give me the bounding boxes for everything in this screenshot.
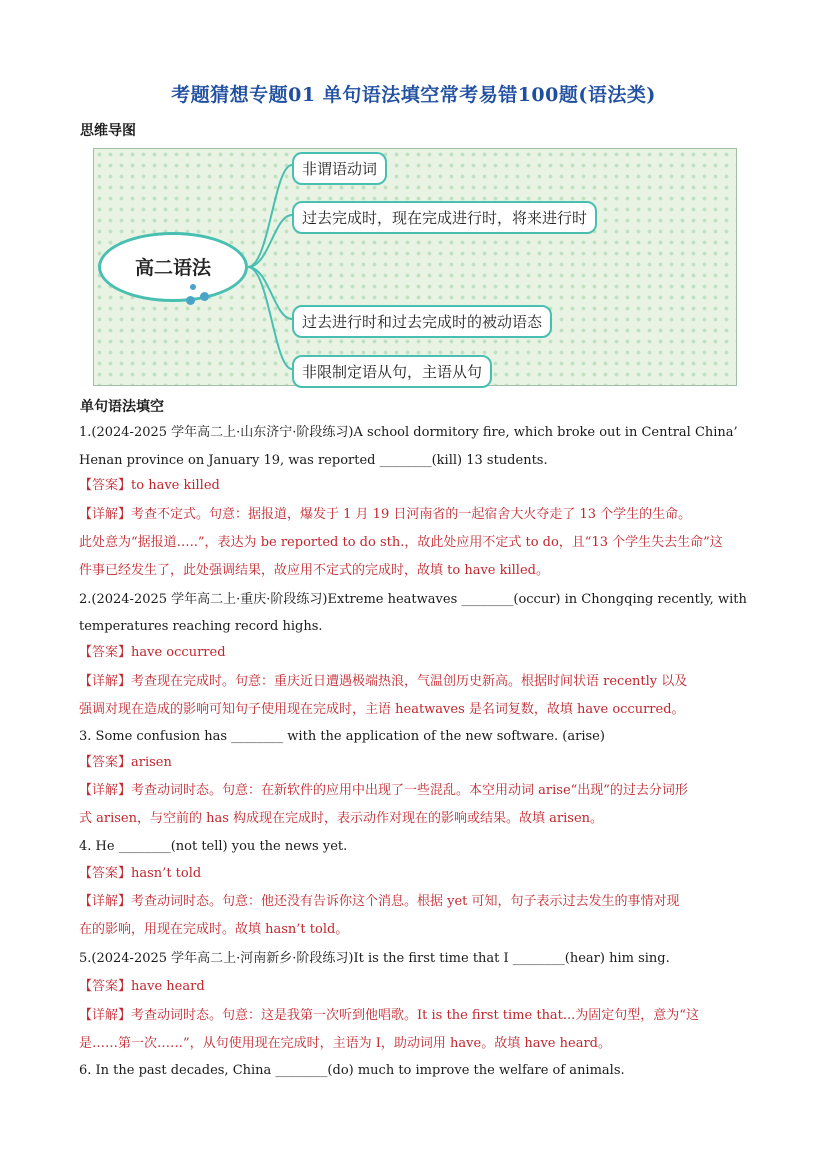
page-title: 考题猜想专题01 单句语法填空常考易错100题(语法类) (171, 84, 656, 106)
answer-text: to have killed (131, 478, 220, 493)
mindmap-decor-dot (200, 292, 209, 301)
mindmap-branch-1: 非谓语动词 (292, 152, 387, 185)
question-line: 6. In the past decades, China ________(do) much to improve the welfare of animals. (79, 1063, 625, 1078)
explanation-text: 考查动词时态。句意：他还没有告诉你这个消息。根据 yet 可知，句子表示过去发生的事情对现 (131, 894, 680, 909)
explanation-label: 【详解】 (79, 1008, 132, 1023)
answer-label: 【答案】 (79, 645, 132, 660)
explanation-line: 此处意为“据报道…..”，表达为 be reported to do sth.，故此处应用不定式 to do，且“13 个学生失去生命”这 (79, 535, 723, 550)
question-line: 2.(2024-2025 学年高二上·重庆·阶段练习)Extreme heatwaves ________(occur) in Chongqing recently, with (79, 592, 747, 607)
question-line: 1.(2024-2025 学年高二上·山东济宁·阶段练习)A school dormitory fire, which broke out in Central China’ (79, 425, 738, 440)
explanation-text: 考查现在完成时。句意：重庆近日遭遇极端热浪，气温创历史新高。根据时间状语 recently 以及 (131, 674, 688, 689)
explanation-text: 考查动词时态。句意：这是我第一次听到他唱歌。It is the first time that...为固定句型，意为“这 (131, 1008, 699, 1023)
explanation-line (79, 507, 691, 523)
question-line: 5.(2024-2025 学年高二上·河南新乡·阶段练习)It is the first time that I ________(hear) him sing. (79, 951, 670, 966)
mindmap-branch-4: 非限制定语从句，主语从句 (292, 355, 492, 388)
answer-text: hasn’t told (131, 866, 202, 881)
answer-line (79, 478, 220, 494)
question-line: Henan province on January 19, was reported ________(kill) 13 students. (79, 453, 548, 468)
answer-text: have heard (131, 979, 205, 994)
answer-label: 【答案】 (79, 755, 132, 770)
question-line: 4. He ________(not tell) you the news yet. (79, 839, 348, 854)
answer-line (79, 979, 205, 995)
question-line: temperatures reaching record highs. (79, 619, 323, 634)
mindmap-heading: 思维导图 (80, 123, 136, 139)
mindmap-branch-3: 过去进行时和过去完成时的被动语态 (292, 305, 552, 338)
explanation-line: 是……第一次……”，从句使用现在完成时，主语为 I，助动词用 have。故填 have heard。 (79, 1036, 611, 1051)
explanation-line: 在的影响，用现在完成时。故填 hasn’t told。 (79, 922, 349, 937)
answer-label: 【答案】 (79, 979, 132, 994)
answer-label: 【答案】 (79, 478, 132, 493)
explanation-line: 强调对现在造成的影响可知句子使用现在完成时，主语 heatwaves 是名词复数，故填 have occurred。 (79, 702, 685, 717)
mindmap-branch-2: 过去完成时，现在完成进行时，将来进行时 (292, 201, 597, 234)
answer-text: arisen (131, 755, 172, 770)
mindmap-decor-dot (186, 296, 195, 305)
answer-label: 【答案】 (79, 866, 132, 881)
mindmap (93, 148, 737, 386)
explanation-label: 【详解】 (79, 507, 132, 522)
explanation-label: 【详解】 (79, 894, 132, 909)
mindmap-decor-dot (190, 284, 196, 290)
answer-line (79, 755, 172, 771)
answer-line (79, 866, 201, 882)
explanation-line (79, 1008, 699, 1024)
section-heading: 单句语法填空 (80, 399, 164, 415)
explanation-text: 考查动词时态。句意：在新软件的应用中出现了一些混乱。本空用动词 arise“出现”的过去分词形 (131, 783, 688, 798)
answer-text: have occurred (131, 645, 226, 660)
explanation-line (79, 674, 687, 690)
explanation-label: 【详解】 (79, 674, 132, 689)
answer-line (79, 645, 226, 661)
explanation-line (79, 894, 680, 910)
mindmap-center-node (98, 232, 248, 302)
explanation-text: 考查不定式。句意：据报道，爆发于 1 月 19 日河南省的一起宿舍大火夺走了 13 个学生的生命。 (131, 507, 692, 522)
explanation-line: 件事已经发生了，此处强调结果，故应用不定式的完成时，故填 to have killed。 (79, 563, 549, 578)
question-line: 3. Some confusion has ________ with the application of the new software. (arise) (79, 729, 605, 744)
mindmap-center-label: 高二语法 (134, 257, 211, 279)
explanation-line: 式 arisen，与空前的 has 构成现在完成时，表示动作对现在的影响或结果。故填 arisen。 (79, 811, 604, 826)
explanation-line (79, 783, 688, 799)
explanation-label: 【详解】 (79, 783, 132, 798)
